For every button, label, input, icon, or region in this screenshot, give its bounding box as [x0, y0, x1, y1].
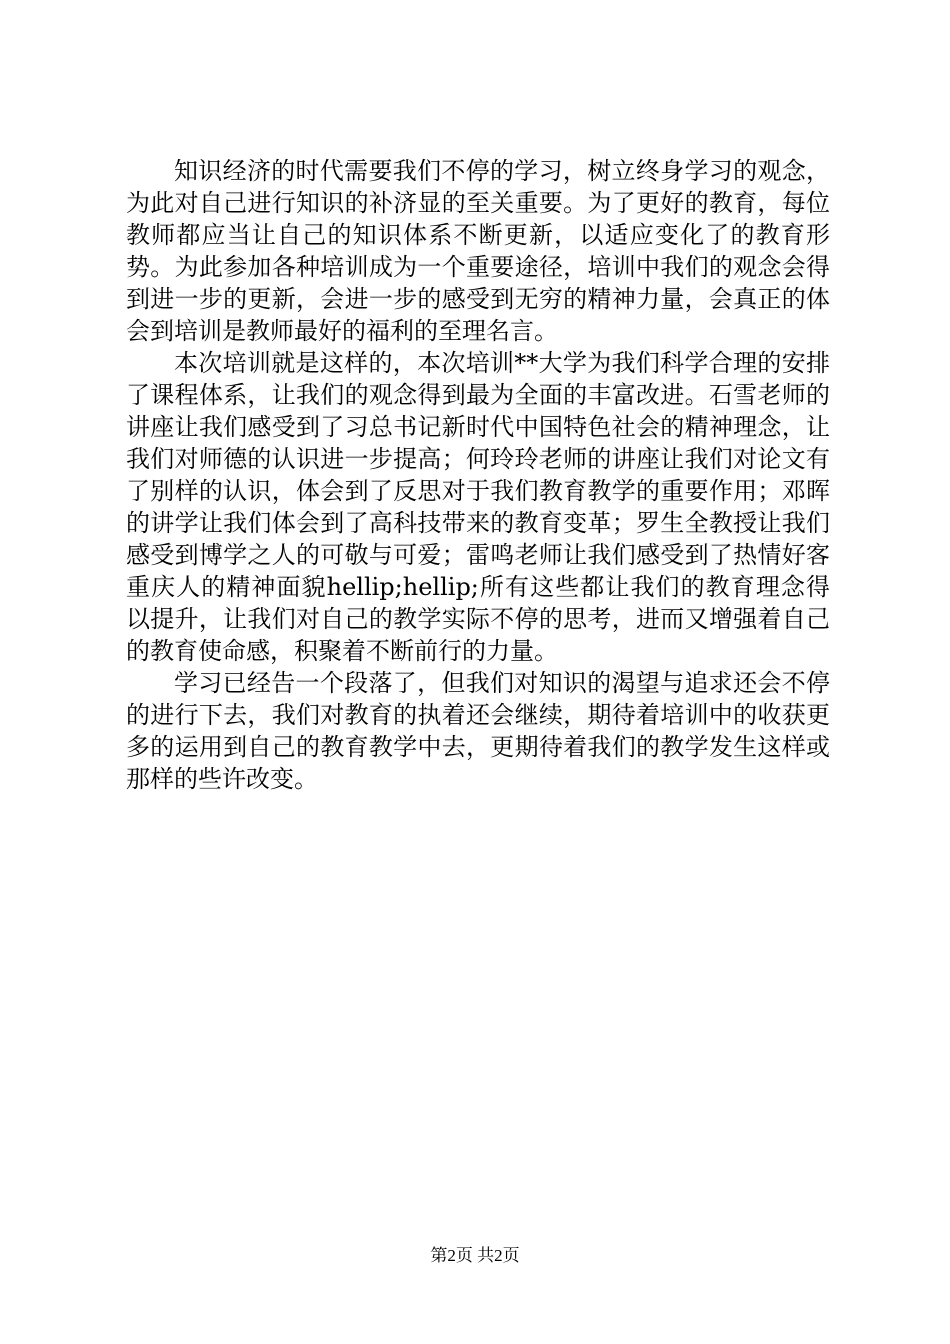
paragraph-2: 本次培训就是这样的，本次培训**大学为我们科学合理的安排了课程体系，让我们的观念得到最为全面的丰富改进。石雪老师的讲座让我们感受到了习总书记新时代中国特色社会的精神理念，让我们对师德的认识进一步提高；何玲玲老师的讲座让我们对论文有了别样的认识，体会到了反思对于我们教育教学的重要作用；邓晖的讲学让我们体会到了高科技带来的教育变革；罗生全教授让我们感受到博学之人的可敬与可爱；雷鸣老师让我们感受到了热情好客重庆人的精神面貌hellip;hellip;所有这些都让我们的教育理念得以提升，让我们对自己的教学实际不停的思考，进而又增强着自己的教育使命感，积聚着不断前行的力量。	[126, 349, 830, 665]
document-body	[126, 155, 830, 795]
page-number-footer: 第2页 共2页	[430, 1246, 520, 1265]
paragraph-3: 学习已经告一个段落了，但我们对知识的渴望与追求还会不停的进行下去，我们对教育的执着还会继续，期待着培训中的收获更多的运用到自己的教育教学中去，更期待着我们的教学发生这样或那样的些许改变。	[126, 669, 830, 793]
paragraph-1: 知识经济的时代需要我们不停的学习，树立终身学习的观念，为此对自己进行知识的补济显的至关重要。为了更好的教育，每位教师都应当让自己的知识体系不断更新，以适应变化了的教育形势。为此参加各种培训成为一个重要途径，培训中我们的观念会得到进一步的更新，会进一步的感受到无穷的精神力量，会真正的体会到培训是教师最好的福利的至理名言。	[126, 157, 830, 345]
